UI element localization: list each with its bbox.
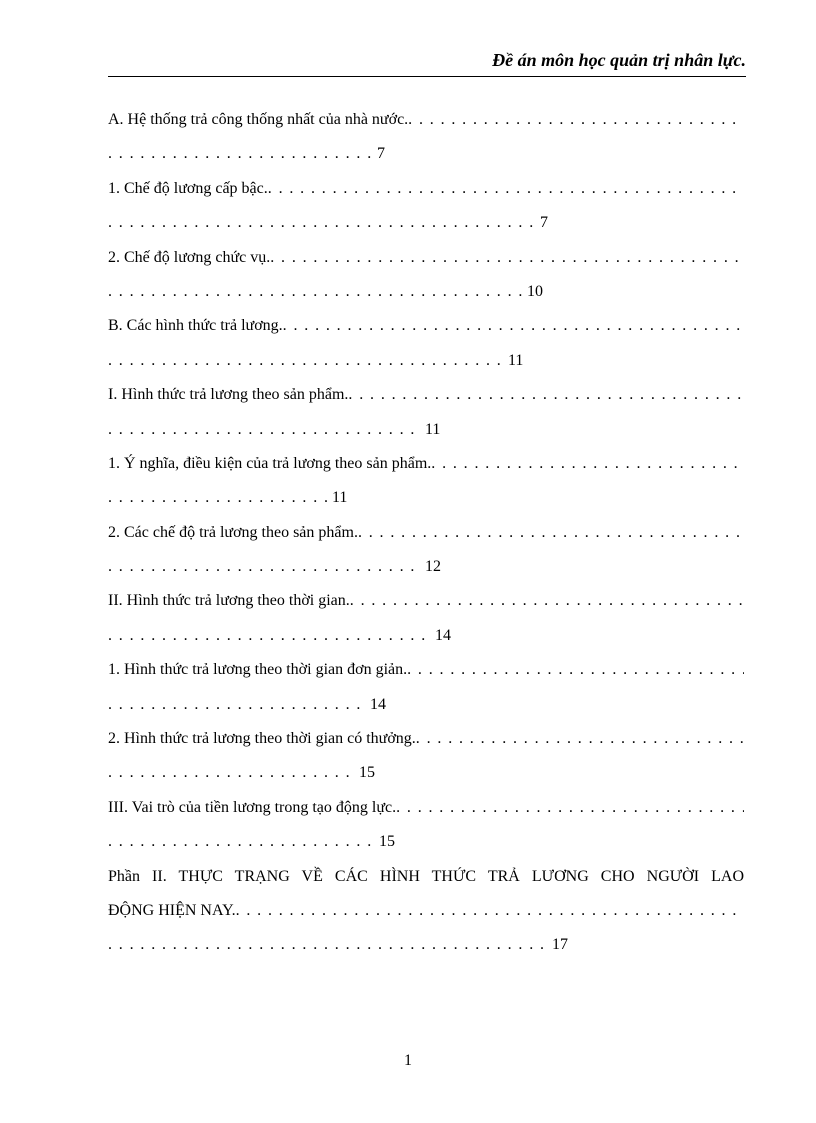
dot-leader xyxy=(350,584,744,618)
toc-entry[interactable] xyxy=(108,516,744,585)
dot-leader xyxy=(108,928,548,962)
dot-leader xyxy=(268,172,744,206)
page-number: 1 xyxy=(404,1052,412,1069)
dot-leader xyxy=(431,447,744,481)
toc-entry[interactable] xyxy=(108,791,744,860)
toc-entry-title-line xyxy=(108,447,744,481)
toc-entry-page-number: 11 xyxy=(508,351,524,369)
toc-entry-title: 2. Hình thức trả lương theo thời gian có thưởng. xyxy=(108,730,416,748)
toc-entry-title: B. Các hình thức trả lương. xyxy=(108,317,283,335)
toc-entry[interactable] xyxy=(108,722,744,791)
toc-entry-title-line xyxy=(108,241,744,275)
toc-entry-page-number: 14 xyxy=(435,626,451,644)
toc-entry-title-line xyxy=(108,653,744,687)
toc-entry-title-line xyxy=(108,172,744,206)
toc-entry-page-number: 15 xyxy=(359,764,375,782)
toc-entry-page-number: 12 xyxy=(425,558,441,576)
dot-leader xyxy=(416,722,744,756)
toc-entry-page-line xyxy=(108,413,744,447)
dot-leader xyxy=(108,550,421,584)
toc-entry-title: 2. Chế độ lương chức vụ. xyxy=(108,248,271,266)
toc-entry-title: I. Hình thức trả lương theo sản phẩm. xyxy=(108,386,349,404)
toc-entry-title: Phần II. THỰC TRẠNG VỀ CÁC HÌNH THỨC TRẢ LƯƠNG CHO NGƯỜI LAO xyxy=(108,867,744,885)
toc-entry-title-line xyxy=(108,584,744,618)
dot-leader xyxy=(108,344,504,378)
page-header xyxy=(108,50,746,77)
toc-entry[interactable] xyxy=(108,584,744,653)
toc-entry[interactable] xyxy=(108,653,744,722)
dot-leader xyxy=(358,516,744,550)
dot-leader xyxy=(108,481,328,515)
toc-entry-title: II. Hình thức trả lương theo thời gian. xyxy=(108,592,350,610)
toc-entry-title: 1. Hình thức trả lương theo thời gian đơn giản. xyxy=(108,661,408,679)
toc-entry[interactable] xyxy=(108,241,744,310)
toc-entry-page-line xyxy=(108,550,744,584)
toc-entry-page-number: 17 xyxy=(552,936,568,954)
toc-entry-title: 1. Chế độ lương cấp bậc. xyxy=(108,179,268,197)
dot-leader xyxy=(407,653,744,687)
toc-entry-title-line xyxy=(108,516,744,550)
toc-entry-title-line xyxy=(108,894,744,928)
toc-entry-page-line xyxy=(108,619,744,653)
dot-leader xyxy=(108,756,355,790)
toc-entry[interactable] xyxy=(108,378,744,447)
toc-entry-page-number: 7 xyxy=(540,214,548,232)
dot-leader xyxy=(108,137,373,171)
toc-entry-page-line xyxy=(108,756,744,790)
toc-entry-page-line xyxy=(108,275,744,309)
toc-entry-title: 1. Ý nghĩa, điều kiện của trả lương theo sản phẩm. xyxy=(108,454,432,472)
toc-entry-title: III. Vai trò của tiền lương trong tạo động lực. xyxy=(108,798,397,816)
toc-entry-title-line xyxy=(108,791,744,825)
toc-entry-title-line xyxy=(108,378,744,412)
dot-leader xyxy=(108,275,523,309)
toc-entry-page-line xyxy=(108,928,744,962)
toc-entry-page-line xyxy=(108,344,744,378)
dot-leader xyxy=(108,206,536,240)
dot-leader xyxy=(283,309,744,343)
toc-entry-page-number: 14 xyxy=(370,695,386,713)
toc-entry-title-line xyxy=(108,309,744,343)
toc-entry-title: 2. Các chế độ trả lương theo sản phẩm. xyxy=(108,523,358,541)
dot-leader xyxy=(108,825,375,859)
toc-entry-title-line xyxy=(108,722,744,756)
toc-entry-title: A. Hệ thống trả công thống nhất của nhà nước. xyxy=(108,111,409,128)
toc-entry-page-line xyxy=(108,206,744,240)
header-title: Đề án môn học quản trị nhân lực. xyxy=(492,50,746,70)
toc-entry-page-line xyxy=(108,137,744,171)
toc-entry-page-number: 11 xyxy=(425,420,441,438)
dot-leader xyxy=(108,619,431,653)
dot-leader xyxy=(396,791,744,825)
toc-entry[interactable] xyxy=(108,172,744,241)
toc-entry[interactable] xyxy=(108,309,744,378)
toc-entry[interactable] xyxy=(108,103,744,172)
toc-entry-page-number: 11 xyxy=(332,489,348,507)
dot-leader xyxy=(108,688,366,722)
toc-entry-page-number: 10 xyxy=(527,282,543,300)
toc-entry-page-number: 7 xyxy=(377,145,385,163)
toc-entry-title-line xyxy=(108,103,744,137)
toc-entry-page-line xyxy=(108,825,744,859)
dot-leader xyxy=(236,894,744,928)
dot-leader xyxy=(108,413,421,447)
toc-entry-page-number: 15 xyxy=(379,833,395,851)
toc-entry[interactable] xyxy=(108,860,744,963)
dot-leader xyxy=(408,103,744,137)
toc-entry[interactable] xyxy=(108,447,744,516)
table-of-contents xyxy=(108,103,744,963)
toc-entry-page-line xyxy=(108,481,744,515)
dot-leader xyxy=(270,241,744,275)
toc-entry-title-continued: ĐỘNG HIỆN NAY. xyxy=(108,901,236,919)
dot-leader xyxy=(348,378,744,412)
toc-entry-page-line xyxy=(108,688,744,722)
